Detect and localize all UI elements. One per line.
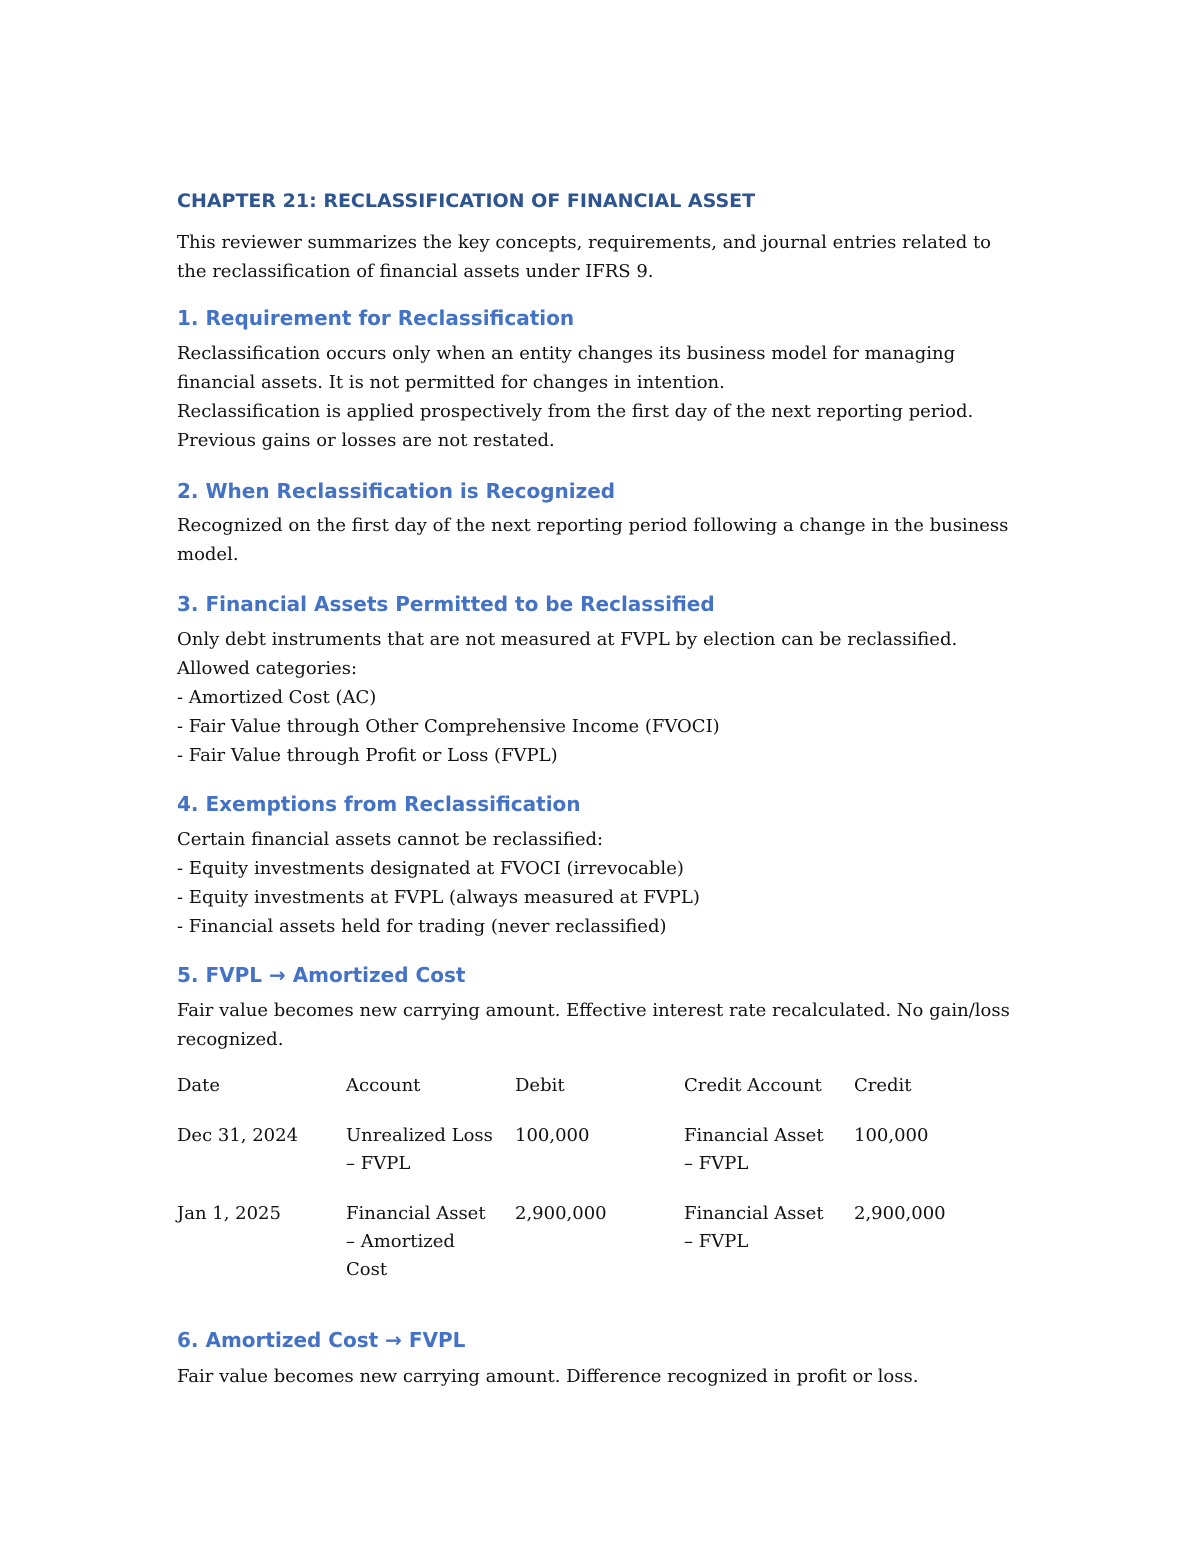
body-line: recognized. — [177, 1029, 284, 1050]
body-line: Only debt instruments that are not measured at FVPL by election can be reclassified. — [177, 629, 958, 650]
table-header-date: Date — [177, 1075, 221, 1096]
table-cell-debit — [515, 1200, 607, 1228]
table-cell-credit-account — [684, 1122, 824, 1178]
section-heading: 2. When Reclassification is Recognized — [177, 479, 616, 503]
table-cell-account — [346, 1200, 486, 1284]
document-title: CHAPTER 21: RECLASSIFICATION OF FINANCIAL ASSET — [177, 190, 756, 212]
body-line: Fair value becomes new carrying amount. Difference recognized in profit or loss. — [177, 1366, 919, 1387]
table-cell-credit — [854, 1200, 946, 1228]
cell-line: Unrealized Loss — [346, 1125, 493, 1146]
body-line: - Fair Value through Other Comprehensive Income (FVOCI) — [177, 716, 720, 737]
cell-line: 2,900,000 — [854, 1203, 946, 1224]
body-line: Fair value becomes new carrying amount. Effective interest rate recalculated. No gain/loss — [177, 1000, 1010, 1021]
cell-line: 100,000 — [515, 1125, 590, 1146]
table-cell-credit — [854, 1122, 928, 1150]
table-cell-date — [177, 1122, 298, 1150]
cell-line: Dec 31, 2024 — [177, 1125, 299, 1146]
section-body — [177, 1362, 1017, 1391]
body-line: Allowed categories: — [177, 658, 358, 679]
table-cell-account — [346, 1122, 493, 1178]
section-body — [177, 625, 1017, 770]
section-heading: 4. Exemptions from Reclassification — [177, 792, 581, 816]
table-cell-date — [177, 1200, 281, 1228]
body-line: - Equity investments at FVPL (always measured at FVPL) — [177, 887, 700, 908]
section-body — [177, 339, 1017, 455]
intro-paragraph — [177, 228, 1017, 286]
section-body — [177, 825, 1017, 941]
body-line: Recognized on the first day of the next reporting period following a change in the business — [177, 515, 1009, 536]
intro-line: This reviewer summarizes the key concepts, requirements, and journal entries related to — [177, 232, 992, 253]
body-line: Previous gains or losses are not restated. — [177, 430, 555, 451]
cell-line: Cost — [346, 1259, 388, 1280]
section-heading: 3. Financial Assets Permitted to be Reclassified — [177, 592, 715, 616]
body-line: financial assets. It is not permitted for changes in intention. — [177, 372, 725, 393]
body-line: - Equity investments designated at FVOCI (irrevocable) — [177, 858, 684, 879]
body-line: model. — [177, 544, 239, 565]
cell-line: Financial Asset — [684, 1203, 824, 1224]
section-body — [177, 996, 1017, 1054]
table-cell-credit-account — [684, 1200, 824, 1256]
body-line: Reclassification occurs only when an entity changes its business model for managing — [177, 343, 956, 364]
cell-line: 100,000 — [854, 1125, 929, 1146]
table-header-account: Account — [346, 1075, 421, 1096]
cell-line: 2,900,000 — [515, 1203, 607, 1224]
body-line: - Amortized Cost (AC) — [177, 687, 377, 708]
table-header-debit: Debit — [515, 1075, 565, 1096]
table-header-credit-account: Credit Account — [684, 1075, 822, 1096]
cell-line: Jan 1, 2025 — [177, 1203, 281, 1224]
section-body — [177, 511, 1017, 569]
cell-line: Financial Asset — [684, 1125, 824, 1146]
cell-line: – FVPL — [346, 1153, 411, 1174]
cell-line: – Amortized — [346, 1231, 455, 1252]
table-header-credit: Credit — [854, 1075, 912, 1096]
section-heading: 6. Amortized Cost → FVPL — [177, 1328, 466, 1352]
body-line: - Fair Value through Profit or Loss (FVPL) — [177, 745, 558, 766]
cell-line: – FVPL — [684, 1153, 749, 1174]
body-line: Reclassification is applied prospectively from the first day of the next reporting period. — [177, 401, 974, 422]
intro-line: the reclassification of financial assets under IFRS 9. — [177, 261, 654, 282]
body-line: - Financial assets held for trading (never reclassified) — [177, 916, 667, 937]
table-cell-debit — [515, 1122, 589, 1150]
body-line: Certain financial assets cannot be reclassified: — [177, 829, 604, 850]
cell-line: – FVPL — [684, 1231, 749, 1252]
cell-line: Financial Asset — [346, 1203, 486, 1224]
section-heading: 1. Requirement for Reclassification — [177, 306, 575, 330]
section-heading: 5. FVPL → Amortized Cost — [177, 963, 466, 987]
